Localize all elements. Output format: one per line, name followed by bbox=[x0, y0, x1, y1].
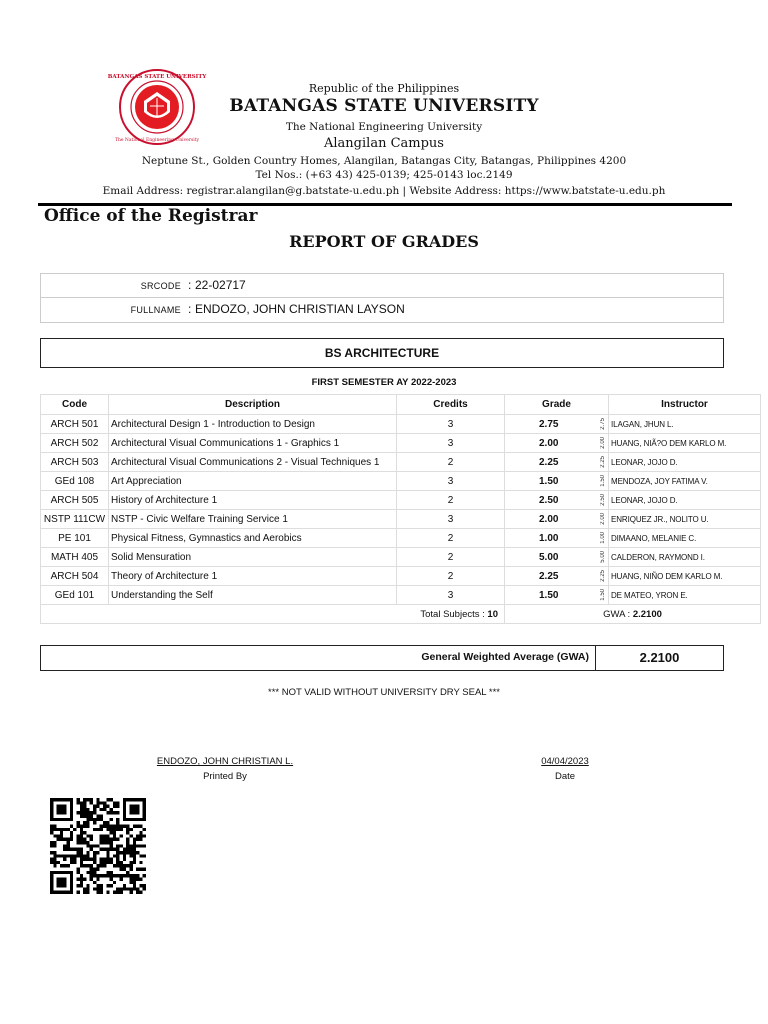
course-description bbox=[109, 548, 397, 567]
course-grade-text: 5.00 bbox=[539, 551, 559, 563]
totals-row bbox=[41, 605, 761, 624]
grade-vertical-text: 2.25 bbox=[600, 570, 606, 582]
course-instructor bbox=[609, 491, 761, 510]
header-credits: Credits bbox=[397, 395, 505, 415]
course-description-text: NSTP - Civic Welfare Training Service 1 bbox=[111, 513, 288, 525]
course-credits-text: 2 bbox=[447, 532, 454, 544]
table-row bbox=[41, 510, 761, 529]
course-grade-text: 2.75 bbox=[539, 418, 559, 430]
program-name: BS ARCHITECTURE bbox=[40, 338, 724, 368]
total-subjects bbox=[41, 605, 505, 624]
course-grade-text: 1.00 bbox=[539, 532, 559, 544]
course-code-text: ARCH 502 bbox=[50, 437, 99, 449]
printed-by-name: ENDOZO, JOHN CHRISTIAN L. bbox=[156, 756, 294, 767]
course-description-text: Theory of Architecture 1 bbox=[111, 570, 218, 582]
table-gwa-value: 2.2100 bbox=[632, 608, 662, 620]
grade-vertical-text: 2.00 bbox=[600, 513, 606, 525]
grade-vertical-text: 2.50 bbox=[600, 494, 606, 506]
course-instructor bbox=[609, 434, 761, 453]
course-grade-text: 2.25 bbox=[539, 456, 559, 468]
grade-vertical-text: 1.50 bbox=[600, 475, 606, 487]
grade-vertical-text: 2.25 bbox=[600, 456, 606, 468]
course-grade bbox=[505, 567, 609, 586]
course-grade-text: 1.50 bbox=[539, 475, 559, 487]
course-grade bbox=[505, 415, 609, 434]
course-description-text: Architectural Visual Communications 1 - Graphics 1 bbox=[111, 437, 340, 449]
course-description bbox=[109, 586, 397, 605]
course-code bbox=[41, 548, 109, 567]
office-title: Office of the Registrar bbox=[44, 206, 258, 226]
course-code-text: ARCH 504 bbox=[50, 570, 99, 582]
course-description-text: History of Architecture 1 bbox=[111, 494, 218, 506]
campus-address: Neptune St., Golden Country Homes, Alangilan, Batangas City, Batangas, Philippines 4200 bbox=[141, 155, 627, 167]
report-title: REPORT OF GRADES bbox=[289, 232, 479, 251]
table-row bbox=[41, 567, 761, 586]
course-credits bbox=[397, 415, 505, 434]
gwa-label: General Weighted Average (GWA) bbox=[421, 651, 589, 663]
course-credits-text: 2 bbox=[447, 494, 454, 506]
course-grade-text: 2.50 bbox=[539, 494, 559, 506]
printed-by-label: Printed By bbox=[203, 771, 247, 782]
course-instructor-text: HUANG, NIÑO DEM KARLO M. bbox=[611, 571, 723, 581]
course-instructor-text: LEONAR, JOJO D. bbox=[611, 495, 678, 505]
course-credits bbox=[397, 567, 505, 586]
svg-text:BATANGAS STATE UNIVERSITY: BATANGAS STATE UNIVERSITY bbox=[107, 74, 207, 80]
total-subjects-label: Total Subjects : bbox=[420, 608, 485, 620]
campus-name: Alangilan Campus bbox=[324, 136, 444, 151]
grade-vertical-text: 2.00 bbox=[600, 437, 606, 449]
course-instructor-text: ILAGAN, JHUN L. bbox=[611, 419, 674, 429]
course-description-text: Architectural Design 1 - Introduction to Design bbox=[111, 418, 315, 430]
course-instructor-text: DE MATEO, YRON E. bbox=[611, 590, 688, 600]
gwa-box bbox=[40, 645, 724, 671]
course-instructor-text: DIMAANO, MELANIE C. bbox=[611, 533, 697, 543]
course-instructor bbox=[609, 529, 761, 548]
telephone-numbers: Tel Nos.: (+63 43) 425-0139; 425-0143 loc.2149 bbox=[255, 169, 513, 181]
svg-text:The National Engineering Unive: The National Engineering University bbox=[114, 138, 200, 143]
course-credits bbox=[397, 548, 505, 567]
course-code bbox=[41, 472, 109, 491]
course-instructor-text: ENRIQUEZ JR., NOLITO U. bbox=[611, 514, 709, 524]
table-gwa-label: GWA : bbox=[603, 608, 631, 620]
course-grade bbox=[505, 510, 609, 529]
table-row bbox=[41, 586, 761, 605]
course-description-text: Art Appreciation bbox=[111, 475, 182, 487]
table-gwa bbox=[505, 605, 761, 624]
university-tagline: The National Engineering University bbox=[285, 121, 483, 133]
disclaimer: *** NOT VALID WITHOUT UNIVERSITY DRY SEAL *** bbox=[268, 687, 500, 698]
course-instructor bbox=[609, 472, 761, 491]
srcode-row bbox=[41, 274, 723, 298]
course-credits bbox=[397, 510, 505, 529]
course-credits-text: 3 bbox=[447, 437, 454, 449]
course-grade-text: 2.25 bbox=[539, 570, 559, 582]
course-description-text: Physical Fitness, Gymnastics and Aerobics bbox=[111, 532, 302, 544]
qr-code bbox=[50, 798, 146, 894]
course-grade bbox=[505, 548, 609, 567]
print-date: 04/04/2023 bbox=[541, 756, 589, 767]
course-grade-text: 2.00 bbox=[539, 513, 559, 525]
table-row bbox=[41, 472, 761, 491]
course-credits-text: 3 bbox=[447, 418, 454, 430]
course-description bbox=[109, 491, 397, 510]
table-header-row bbox=[41, 395, 761, 415]
table-row bbox=[41, 415, 761, 434]
course-description-text: Architectural Visual Communications 2 - Visual Techniques 1 bbox=[111, 456, 380, 468]
grade-vertical-text: 1.50 bbox=[600, 589, 606, 601]
course-code-text: GEd 108 bbox=[54, 475, 95, 487]
course-code-text: ARCH 503 bbox=[50, 456, 99, 468]
course-code bbox=[41, 510, 109, 529]
header-code: Code bbox=[41, 395, 109, 415]
course-instructor bbox=[609, 510, 761, 529]
course-grade bbox=[505, 529, 609, 548]
course-code-text: MATH 405 bbox=[50, 551, 99, 563]
table-row bbox=[41, 529, 761, 548]
course-code bbox=[41, 567, 109, 586]
course-code bbox=[41, 529, 109, 548]
course-grade bbox=[505, 472, 609, 491]
course-description bbox=[109, 472, 397, 491]
course-code-text: PE 101 bbox=[58, 532, 91, 544]
course-credits bbox=[397, 453, 505, 472]
course-description bbox=[109, 510, 397, 529]
table-row bbox=[41, 453, 761, 472]
course-instructor bbox=[609, 415, 761, 434]
course-code bbox=[41, 586, 109, 605]
course-credits-text: 2 bbox=[447, 456, 454, 468]
course-credits-text: 2 bbox=[447, 570, 454, 582]
grades-table bbox=[40, 394, 761, 624]
gwa-value: 2.2100 bbox=[639, 650, 680, 665]
course-instructor bbox=[609, 567, 761, 586]
fullname-row bbox=[41, 297, 723, 322]
course-instructor-text: HUANG, NIÃ?O DEM KARLO M. bbox=[611, 438, 727, 448]
srcode-value: 22-02717 bbox=[195, 278, 246, 292]
course-code bbox=[41, 434, 109, 453]
course-instructor-text: LEONAR, JOJO D. bbox=[611, 457, 678, 467]
course-description-text: Understanding the Self bbox=[111, 589, 213, 601]
course-grade bbox=[505, 491, 609, 510]
grade-vertical-text: 1.00 bbox=[600, 532, 606, 544]
course-credits-text: 3 bbox=[447, 513, 454, 525]
course-grade bbox=[505, 434, 609, 453]
course-credits bbox=[397, 491, 505, 510]
course-description bbox=[109, 453, 397, 472]
course-code-text: NSTP 111CW bbox=[43, 513, 106, 525]
fullname-value: ENDOZO, JOHN CHRISTIAN LAYSON bbox=[195, 302, 405, 316]
table-row bbox=[41, 434, 761, 453]
header-instructor: Instructor bbox=[609, 395, 761, 415]
course-credits bbox=[397, 586, 505, 605]
course-code bbox=[41, 415, 109, 434]
course-instructor bbox=[609, 548, 761, 567]
course-credits-text: 3 bbox=[447, 589, 454, 601]
date-label: Date bbox=[554, 771, 576, 782]
course-description bbox=[109, 567, 397, 586]
course-instructor bbox=[609, 453, 761, 472]
course-description-text: Solid Mensuration bbox=[111, 551, 192, 563]
colon: : bbox=[188, 302, 192, 316]
university-name: BATANGAS STATE UNIVERSITY bbox=[229, 96, 539, 116]
course-description bbox=[109, 529, 397, 548]
course-grade-text: 1.50 bbox=[539, 589, 559, 601]
course-code bbox=[41, 453, 109, 472]
course-credits bbox=[397, 529, 505, 548]
course-code-text: ARCH 505 bbox=[50, 494, 99, 506]
srcode-label: SRCODE bbox=[140, 281, 181, 291]
course-credits bbox=[397, 472, 505, 491]
table-row bbox=[41, 491, 761, 510]
colon: : bbox=[188, 278, 192, 292]
course-grade bbox=[505, 586, 609, 605]
header-grade: Grade bbox=[505, 395, 609, 415]
grade-vertical-text: 5.00 bbox=[600, 551, 606, 563]
table-row bbox=[41, 548, 761, 567]
course-instructor bbox=[609, 586, 761, 605]
course-instructor-text: MENDOZA, JOY FATIMA V. bbox=[611, 476, 708, 486]
course-grade bbox=[505, 453, 609, 472]
course-description bbox=[109, 415, 397, 434]
course-credits-text: 3 bbox=[447, 475, 454, 487]
course-instructor-text: CALDERON, RAYMOND I. bbox=[611, 552, 705, 562]
course-code bbox=[41, 491, 109, 510]
contact-info: Email Address: registrar.alangilan@g.batstate-u.edu.ph | Website Address: https://www.batstate-u.edu.ph bbox=[102, 185, 666, 197]
course-description bbox=[109, 434, 397, 453]
semester-title: FIRST SEMESTER AY 2022-2023 bbox=[311, 377, 457, 388]
course-code-text: ARCH 501 bbox=[50, 418, 99, 430]
course-code-text: GEd 101 bbox=[54, 589, 95, 601]
total-subjects-value: 10 bbox=[487, 608, 498, 620]
course-grade-text: 2.00 bbox=[539, 437, 559, 449]
course-credits-text: 2 bbox=[447, 551, 454, 563]
header-description: Description bbox=[109, 395, 397, 415]
student-info bbox=[40, 273, 724, 323]
fullname-label: FULLNAME bbox=[130, 305, 181, 315]
header-republic: Republic of the Philippines bbox=[308, 82, 460, 95]
grade-vertical-text: 2.75 bbox=[600, 418, 606, 430]
course-credits bbox=[397, 434, 505, 453]
